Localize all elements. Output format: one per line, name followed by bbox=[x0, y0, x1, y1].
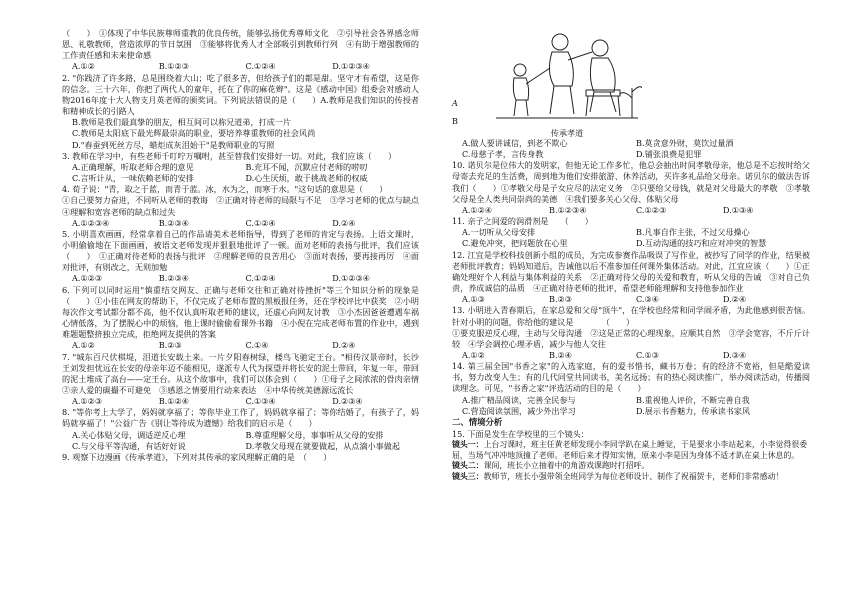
option[interactable]: B.②③ bbox=[158, 340, 182, 351]
question-4-text: 4. 荀子说："青，取之于蓝，而青于蓝。冰，水为之，而寒于水。"这句话的意思是（ ） bbox=[62, 184, 388, 195]
option[interactable]: D.①③④ bbox=[723, 204, 754, 215]
scene-1-label: 镜头一： bbox=[452, 439, 484, 449]
question-10-text: 10. 诺贝尔是位伟大的发明家，但他无论工作多忙，他总会抽出时间孝敬母亲，他总是不忘按时给父母寄去充足的生活费，周到地为他们安排旅游、休养活动，买许多礼品给父母亲。诺贝尔的做法告诉我们（ ）①孝敬父母是子女应尽的法定义务 ②只要给父母钱，就是对父母最大的孝敬 ③孝敬父母是全人类共同崇尚的美德 ④我们要多关心父母、体贴父母 bbox=[452, 160, 810, 204]
question-14-options bbox=[452, 395, 810, 406]
option[interactable]: B.尊重理解父母，事事听从父母的安排 bbox=[245, 429, 384, 440]
question-8-options bbox=[62, 430, 419, 441]
option[interactable]: D.①②③④ bbox=[332, 273, 371, 284]
question-2-text: 2. "你践济了许多路，总是围绕着大山；吃了很多苦，但给孩子们的都是甜。坚守才有希望，这是你的信念。三十六年，你把了两代人的童年，托在了你的麻花辫"。这是《感动中国》组委会对感动人物2016年度十大人物支月英老师的颁奖词。下列说法错误的是（ ）A.教师是我们知识的传授者和精神成长的引路人 bbox=[62, 72, 419, 117]
option[interactable]: C.①②④ bbox=[245, 61, 276, 72]
option[interactable]: D.铺张浪费是犯罪 bbox=[636, 149, 702, 160]
option[interactable]: A.①②③④ bbox=[72, 217, 110, 228]
question-9-text: 9. 观察下边漫画《传承孝道》，下列对其传承的家风理解正确的是 （ ） bbox=[62, 451, 332, 462]
option[interactable]: A.正确理解，听取老师合理的意见 bbox=[72, 161, 194, 172]
question-5-text: 5. 小明喜欢画画，经常拿着自己的作品请美术老师指导，得到了老师的肯定与表扬。上语文课时，小明偷偷地在下面画画，被语文老师发现并狠狠地批评了一顿。面对老师的表扬与批评，我们应该 （ ） ①正确对待老师的表扬与批评 ②理解老师的良苦用心 ③面对表扬，要再接再厉 ④面对批评，有则改之，无则加勉 bbox=[62, 228, 436, 273]
question-8-text: 8. "等你考上大学了，妈妈就享福了；等你毕业工作了，妈妈就享福了；等你结婚了，有孩子了，妈妈就享福了！"公益广告《别让等待成为遗憾》给我们的启示是（ ） bbox=[62, 407, 419, 429]
option[interactable]: B.②④ bbox=[549, 349, 573, 360]
question-12-options bbox=[452, 294, 810, 305]
cartoon-illustration bbox=[492, 28, 642, 126]
question-1-text: （ ） ①体现了中华民族尊师重教的优良传统，能够弘扬优秀尊师文化 ②引导社会各界感念师恩、礼敬教师，营造浓厚的节日氛围 ③能够将优秀人才全部吸引到教师行列 ④有助于增强教师的工作责任感和未来使命感 bbox=[62, 28, 419, 61]
option[interactable]: B.凡事自作主张，不过父母操心 bbox=[636, 227, 750, 238]
scene-3-label: 镜头三： bbox=[452, 472, 484, 482]
question-11-text: 11. 亲子之间爱的润滑剂是 （ ） bbox=[452, 216, 593, 227]
option[interactable]: A.①② bbox=[72, 340, 95, 351]
section-title: 二、情境分析 bbox=[452, 416, 503, 427]
option[interactable]: C.母慈子孝，言传身教 bbox=[462, 149, 544, 160]
scene-3-text: 教师节，班长小强带领全班同学为每位老师设计、制作了祝福贺卡，老师们非常感动！ bbox=[483, 472, 784, 482]
option[interactable]: B.重视他人评价，不断完善自我 bbox=[636, 394, 750, 405]
option[interactable]: A.一切听从父母安排 bbox=[462, 227, 536, 238]
cartoon-label-b: B bbox=[452, 116, 458, 126]
question-13-options bbox=[452, 350, 810, 361]
left-column bbox=[62, 28, 436, 602]
question-13-text: 13. 小明进入青春期后，在家总爱和父母"顶牛"，在学校也经常和同学闹矛盾，为此他感到很苦恼。针对小明的问题，你给他的建议是 （ ） bbox=[452, 305, 810, 327]
scene-2 bbox=[452, 461, 810, 472]
cartoon-caption: 传承孝道 bbox=[550, 128, 584, 138]
question-15-text: 15. 下面是发生在学校里的三个镜头： bbox=[452, 428, 589, 439]
question-6-options bbox=[62, 340, 419, 351]
option[interactable]: D.心生厌烦，敢于挑战老师的权威 bbox=[245, 173, 368, 184]
question-5-options bbox=[62, 273, 419, 284]
option[interactable]: D.②④ bbox=[723, 294, 747, 305]
option[interactable]: C.①②④ bbox=[245, 273, 276, 284]
option[interactable]: A.①③ bbox=[462, 294, 485, 305]
question-10-options bbox=[452, 205, 810, 216]
option[interactable]: C.①③④ bbox=[245, 396, 276, 407]
option[interactable]: D.②③④ bbox=[332, 396, 363, 407]
option[interactable]: B.①②④ bbox=[158, 396, 190, 407]
question-3-text: 3. 教师在学习中，有些老师千叮咛万嘱咐，甚至替我们安排好一切。对此，我们应该（ ） bbox=[62, 150, 397, 161]
option[interactable]: B.充耳不闻，沉默应付老师的唠叨 bbox=[245, 161, 368, 172]
option[interactable]: C.与父母平等沟通，有话好好说 bbox=[72, 440, 186, 451]
option[interactable]: A.①②③ bbox=[72, 273, 103, 284]
option[interactable]: D.②④ bbox=[332, 340, 356, 351]
option[interactable]: A.推广精品阅读，完善全民参与 bbox=[462, 394, 576, 405]
question-14-options bbox=[452, 406, 810, 417]
option[interactable]: B.②③④ bbox=[158, 273, 190, 284]
question-6-text: 6. 下列可以同时运用"慎重结交网友、正确与老师交往和正确对待挫折"等三个知识分析的现象是 （ ）①小佳在网友的帮助下，不仅完成了老师布置的黑板报任务，还在学校评比中获奖 ②小明每次作文考试都分都不高，他不仅认真听取老师的建议，还虚心向网友讨教 ③小杰因爸爸遭遇车祸心情低落，为了摆脱心中的烦恼，他上课时偷偷看课外书籍 ④小倪在完成老师布置的作业中，遇到难题题整挤独立完成，拒绝网友提供的答案 bbox=[62, 284, 428, 340]
option[interactable]: C.①②③ bbox=[636, 204, 667, 215]
option[interactable]: A.①② bbox=[72, 61, 95, 72]
question-14-text: 14. 第三届全国"书香之家"的入选家庭，有的爱书惜书，藏书万卷；有的经济不宽裕，但是酷爱读书，努力改变人生；有的几代同堂共同读书，美名远扬；有的热心阅读推广，举办阅读活动，传播阅读理念。可见，"书香之家"评选活动的目的是（ ） bbox=[452, 361, 810, 394]
question-4-statements: ①自己要努力奋进，不同听从老师的教诲 ②正确对待老师的局限与不足 ③学习老师的优点与缺点 ④理解和宽容老师的缺点和过失 bbox=[62, 195, 428, 217]
question-11-options bbox=[452, 238, 810, 249]
option[interactable]: B.②③④ bbox=[158, 217, 190, 228]
option[interactable]: B.教师是我们最真挚的朋友，相互间可以称兄道弟，打成一片 bbox=[72, 117, 291, 128]
option[interactable]: A.①② bbox=[462, 349, 485, 360]
question-12-text: 12. 江宜是学校科技创新小组的成员，为完成参赛作品吸误了写作业，被抄写了同学的作业，结果被老师批评教育；妈妈知道后，告诫他以后不准参加任何课外集体活动。对此，江宜应该（ ）①正确处理好个人利益与集体利益的关系 ②正确对待父母的关爱和教育，听从父母的告诫 ③对自己负责，养成诚信的品质 ④正确对待老师的批评，希望老师能理解和支持他参加作业 bbox=[452, 249, 810, 294]
option[interactable]: C.营造阅读氛围，减少外出学习 bbox=[462, 405, 576, 416]
option[interactable]: A.关心体贴父母，调适逆反心理 bbox=[72, 429, 186, 440]
question-9-options bbox=[452, 149, 810, 160]
question-7-options bbox=[62, 396, 419, 407]
option[interactable]: B.莫贪意外财，莫饮过量酒 bbox=[636, 138, 734, 148]
question-3-options bbox=[62, 173, 419, 184]
right-column bbox=[452, 28, 810, 602]
scene-2-label: 镜头二： bbox=[452, 461, 484, 471]
question-3-options bbox=[62, 162, 419, 173]
option[interactable]: C.①④ bbox=[245, 340, 269, 351]
option[interactable]: B.②③ bbox=[549, 294, 573, 305]
question-1-options bbox=[62, 61, 419, 72]
option[interactable]: D.互动沟通的技巧和应对冲突的智慧 bbox=[636, 238, 767, 249]
option[interactable]: A.做人要讲诚信，到老不欺心 bbox=[462, 138, 568, 148]
question-8-options bbox=[62, 441, 419, 452]
option[interactable]: C.①②④ bbox=[245, 217, 276, 228]
option[interactable]: C.教师是太阳底下最光辉最崇高的职业，要培养尊重教师的社会风尚 bbox=[72, 128, 316, 139]
question-7-text: 7. "城东百尺伏棋堤，泪道长安载土来。一片夕阳春树绿，楼鸟飞驰定王台。"相传汉景帝时，长沙王刘发担忧远在长安的母亲年迈不能相见，遂派专人代为探望并将长安的泥土带回，年复一年，带回的泥土堆成了高台——定王台。从这个故事中，我们可以体会到（ ）①母子之间浓浓的骨肉亲情 ②亲人爱的碳撮不可避免 ③感恩之情要用行动来表达 ④中华传统美德源远流长 bbox=[62, 351, 428, 395]
scene-1-text: 上台习课时，班主任黄老师发现小李同学趴在桌上睡觉，于是要求小李站起来，小李觉得很委屈，当场气冲冲地顶撞了老师。老师后来才得知实情，原来小李是因为身体不适才趴在桌上休息的。 bbox=[452, 439, 808, 460]
question-11-options bbox=[452, 227, 810, 238]
option[interactable]: D.②④ bbox=[332, 217, 356, 228]
scene-1 bbox=[452, 440, 810, 462]
option[interactable]: D."春蚕到死丝方尽，蜡炬成灰泪始干"是教师职业的写照 bbox=[72, 139, 275, 150]
option[interactable]: D.孝敬父母现在就要做起，从点滴小事做起 bbox=[245, 440, 400, 451]
option[interactable]: D.③④ bbox=[723, 349, 747, 360]
cartoon-label-a: A bbox=[452, 98, 458, 108]
option[interactable]: C.①③ bbox=[636, 349, 659, 360]
option[interactable]: C.言听计从，一味依赖老师的安排 bbox=[72, 173, 194, 184]
question-13-statements: ①要克服逆反心理，主动与父母沟通 ②这是正常的心理现象，应顺其自然 ③学会宽容，不斤斤计较 ④学会调控心理矛盾，减少与他人交往 bbox=[452, 327, 810, 349]
cartoon-figure bbox=[452, 28, 810, 136]
option[interactable]: A.①②④ bbox=[462, 204, 493, 215]
option[interactable]: D.①②③④ bbox=[332, 61, 371, 72]
scene-3 bbox=[452, 472, 810, 483]
option[interactable]: A.①②③ bbox=[72, 396, 103, 407]
option[interactable]: B.①②③④ bbox=[549, 204, 587, 215]
option[interactable]: C.③④ bbox=[636, 294, 659, 305]
question-4-options bbox=[62, 218, 419, 229]
option[interactable]: C.避免冲突，把问题放在心里 bbox=[462, 238, 568, 249]
scene-2-text: 课间，班长小立抽着中的角游戏课跑时打招呼。 bbox=[483, 461, 650, 471]
option[interactable]: B.①②③ bbox=[158, 61, 190, 72]
question-9-options bbox=[452, 138, 810, 149]
option[interactable]: D.展示书香魅力，传承读书家风 bbox=[636, 405, 750, 416]
